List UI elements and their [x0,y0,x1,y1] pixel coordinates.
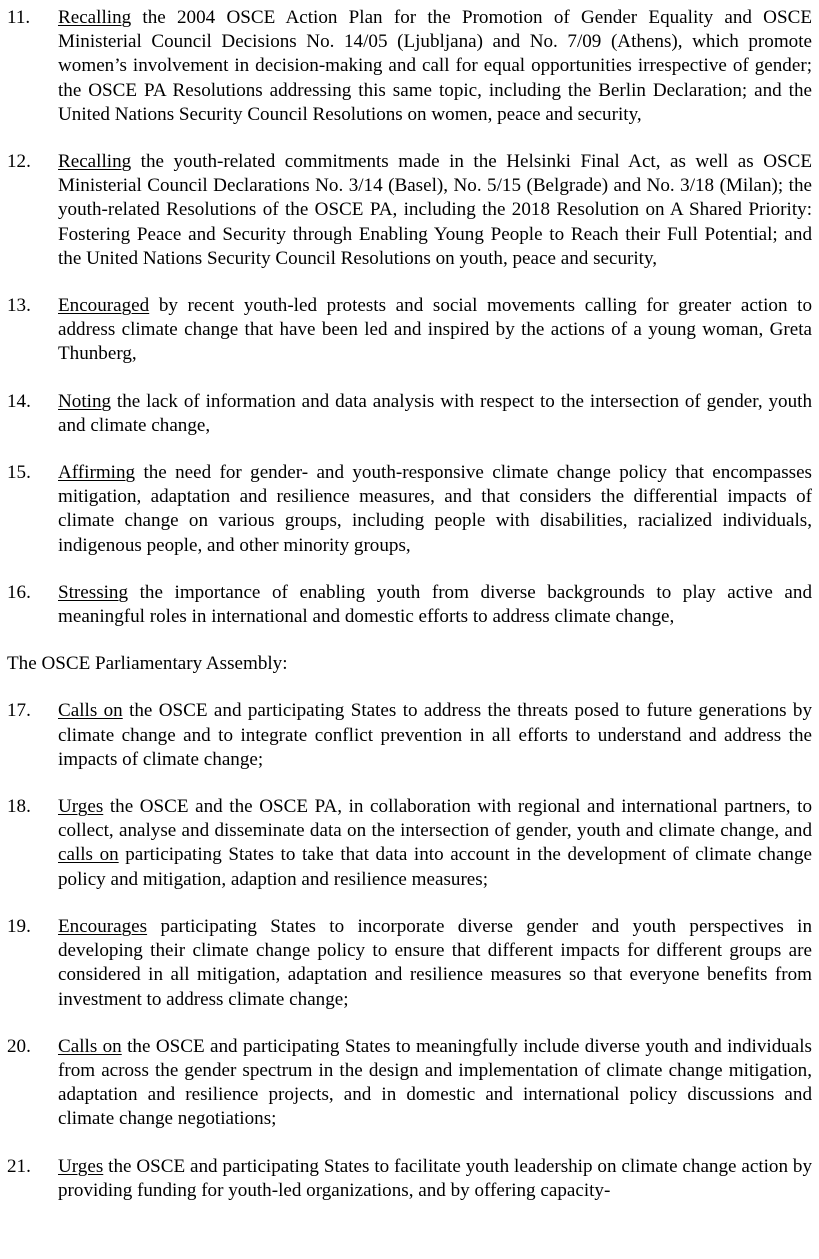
paragraph-body: the OSCE and participating States to meaningfully include diverse youth and individuals from across the gender spectrum in the design and implementation of climate change mitigation, adaptation and resilience projects, and in domestic and international policy discussions and climate change negotiations; [58,1035,812,1130]
paragraph-keyword: Urges [58,796,104,818]
assembly-intro: The OSCE Parliamentary Assembly: [7,653,288,675]
paragraph-keyword: Affirming [58,462,136,484]
paragraph-body: participating States to incorporate diverse gender and youth perspectives in developing their climate change policy to ensure that different impacts for different groups are considered in all mitigation, adaptation and resilience measures so that everyone benefits from investment to address climate change; [58,915,812,1010]
paragraph-text [58,294,812,367]
paragraph-body: by recent youth-led protests and social movements calling for greater action to address climate change that have been led and inspired by the actions of a young woman, Greta Thunberg, [58,295,812,365]
paragraph-number: 16. [7,581,31,603]
paragraph-14 [7,390,812,438]
paragraph-11 [7,6,812,127]
paragraph-keyword: Encourages [58,915,148,937]
paragraph-keyword: Noting [58,390,112,412]
paragraph-body-continued: participating States to take that data into account in the development of climate change policy and mitigation, adaption and resilience measures; [58,844,812,890]
paragraph-text [58,915,812,1012]
paragraph-16 [7,581,812,629]
paragraph-number: 14. [7,390,31,412]
paragraph-number: 15. [7,462,31,484]
paragraph-keyword: Calls on [58,1035,122,1057]
paragraph-text [58,699,812,772]
paragraph-body: the youth-related commitments made in the Helsinki Final Act, as well as OSCE Ministerial Council Declarations No. 3/14 (Basel), No. 5/15 (Belgrade) and No. 3/18 (Milan); the youth-related Resolutions of the OSCE PA, including the 2018 Resolution on A Shared Priority: Fostering Peace and Security through Enabling Young People to Reach their Full Potential; and the United Nations Security Council Resolutions on youth, peace and security, [58,151,812,269]
paragraph-body: the need for gender- and youth-responsive climate change policy that encompasses mitigation, adaptation and resilience measures, and that considers the differential impacts of climate change on various groups, including people with disabilities, racialized individuals, indigenous people, and other minority groups, [58,462,812,556]
paragraph-body: the OSCE and participating States to facilitate youth leadership on climate change action by providing funding for youth-led organizations, and by offering capacity- [58,1155,812,1201]
paragraph-text [58,795,812,892]
paragraph-body: the 2004 OSCE Action Plan for the Promotion of Gender Equality and OSCE Ministerial Council Decisions No. 14/05 (Ljubljana) and No. 7/09 (Athens), which promote women’s involvement in decision-making and call for equal opportunities irrespective of gender; the OSCE PA Resolutions addressing this same topic, including the Berlin Declaration; and the United Nations Security Council Resolutions on women, peace and security, [58,7,812,125]
paragraph-keyword-secondary: calls on [58,844,119,866]
paragraph-number: 13. [7,295,31,317]
paragraph-20 [7,1035,812,1132]
paragraph-number: 20. [7,1035,31,1057]
paragraph-18 [7,795,812,892]
paragraph-keyword: Encouraged [58,295,150,317]
paragraph-keyword: Recalling [58,151,132,173]
paragraph-13 [7,294,812,367]
paragraph-21 [7,1155,812,1203]
paragraph-body: the lack of information and data analysis with respect to the intersection of gender, youth and climate change, [58,390,812,436]
paragraph-text [58,150,812,271]
paragraph-17 [7,699,812,772]
paragraph-number: 21. [7,1155,31,1177]
paragraph-text [58,581,812,629]
paragraph-body: the OSCE and the OSCE PA, in collaboration with regional and international partners, to collect, analyse and disseminate data on the intersection of gender, youth and climate change, and [58,796,812,842]
paragraph-keyword: Recalling [58,7,132,28]
paragraph-text [58,6,812,127]
paragraph-number: 12. [7,151,31,173]
paragraph-text [58,390,812,438]
paragraph-number: 17. [7,700,31,722]
paragraph-keyword: Stressing [58,581,129,603]
paragraph-body: the importance of enabling youth from diverse backgrounds to play active and meaningful roles in international and domestic efforts to address climate change, [58,581,812,628]
paragraph-number: 19. [7,915,31,937]
paragraph-15 [7,461,812,558]
paragraph-12 [7,150,812,271]
paragraph-19 [7,915,812,1012]
paragraph-keyword: Urges [58,1155,104,1177]
paragraph-text [58,461,812,558]
paragraph-text [58,1155,812,1203]
paragraph-text [58,1035,812,1132]
paragraph-keyword: Calls on [58,700,123,722]
paragraph-number: 18. [7,796,31,818]
paragraph-number: 11. [7,7,31,28]
paragraph-body: the OSCE and participating States to address the threats posed to future generations by climate change and to integrate conflict prevention in all efforts to understand and address the impacts of climate change; [58,700,813,770]
